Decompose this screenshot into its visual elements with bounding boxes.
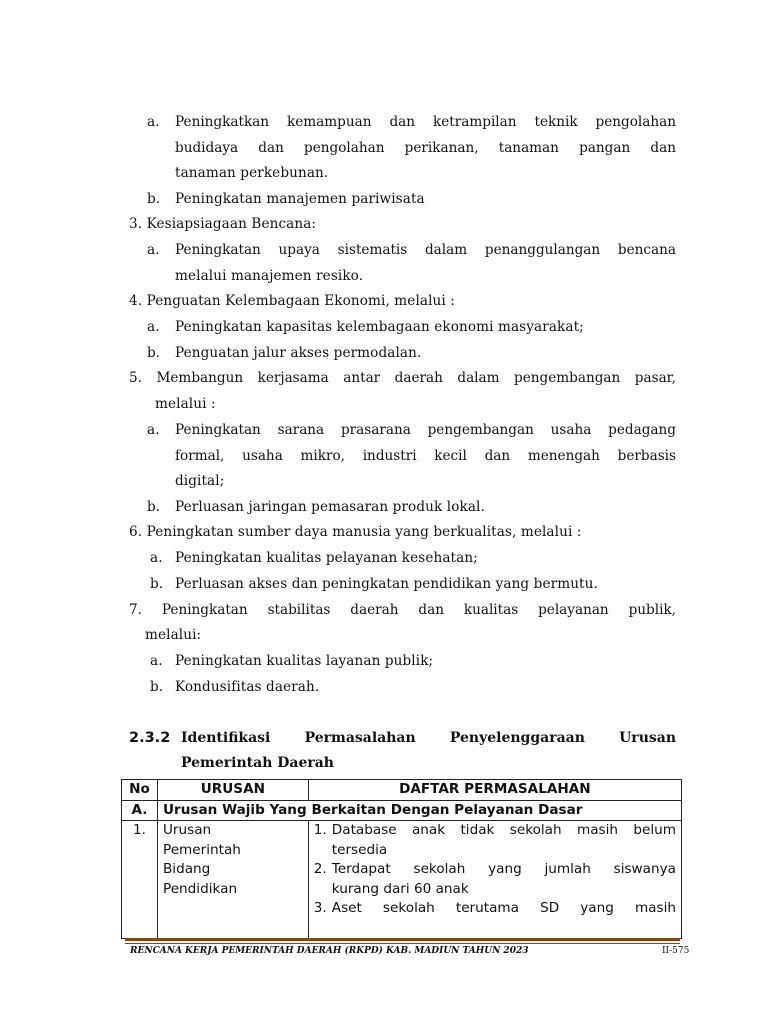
body-line: melalui manajemen resiko.	[175, 268, 364, 284]
issue-number: 3.	[313, 900, 327, 916]
section-label-cell: Urusan Wajib Yang Berkaitan Dengan Pelayanan Dasar	[157, 800, 681, 821]
body-line: Peningkatan sarana prasarana pengembangan usaha pedagang	[175, 422, 676, 438]
issue-text: Aset sekolah terutama SD yang masih	[331, 900, 676, 916]
issue-number: 1.	[313, 822, 327, 838]
body-line: Perluasan jaringan pemasaran produk lokal.	[175, 499, 485, 515]
item-marker: a.	[150, 550, 163, 566]
body-line: melalui:	[145, 627, 202, 643]
body-line: Peningkatan manajemen pariwisata	[175, 191, 425, 207]
row-number-cell: 1.	[122, 821, 158, 939]
list-heading: 6. Peningkatan sumber daya manusia yang berkualitas, melalui :	[129, 524, 582, 540]
footer-title: RENCANA KERJA PEMERINTAH DAERAH (RKPD) KAB. MADIUN TAHUN 2023	[130, 946, 529, 956]
urusan-line: Bidang	[162, 861, 211, 877]
list-heading: 3. Kesiapsiagaan Bencana:	[129, 216, 317, 232]
item-marker: a.	[150, 653, 163, 669]
section-number-cell: A.	[122, 800, 158, 821]
footer-rule	[125, 938, 680, 941]
list-heading: 4. Penguatan Kelembagaan Ekonomi, melalui :	[129, 293, 455, 309]
body-line: tanaman perkebunan.	[175, 165, 329, 181]
body-line: formal, usaha mikro, industri kecil dan menengah berbasis	[175, 448, 676, 464]
body-line: Penguatan jalur akses permodalan.	[175, 345, 422, 361]
table-row	[122, 821, 682, 939]
item-marker: a.	[147, 319, 160, 335]
issues-cell	[308, 821, 681, 939]
item-marker: a.	[147, 422, 160, 438]
issue-text: kurang dari 60 anak	[331, 880, 469, 897]
body-line: Peningkatan upaya sistematis dalam penanggulangan bencana	[175, 242, 676, 258]
issues-table	[121, 779, 682, 939]
footer-rule-thin	[125, 943, 680, 944]
item-marker: b.	[150, 576, 164, 592]
urusan-line: Pemerintah	[162, 841, 241, 858]
body-line: Peningkatan kapasitas kelembagaan ekonomi masyarakat;	[175, 319, 584, 335]
page-number: II-575	[662, 946, 690, 956]
urusan-cell	[157, 821, 308, 939]
urusan-line: Urusan	[162, 822, 212, 838]
section-row	[122, 800, 682, 821]
item-marker: a.	[147, 242, 160, 258]
issue-text: tersedia	[331, 841, 388, 858]
body-line: Peningkatan kualitas layanan publik;	[175, 653, 434, 669]
issue-text: Database anak tidak sekolah masih belum	[331, 822, 676, 838]
issue-number: 2.	[313, 861, 327, 877]
list-heading: 7. Peningkatan stabilitas daerah dan kualitas pelayanan publik,	[129, 602, 676, 618]
body-line: Kondusifitas daerah.	[175, 679, 320, 695]
table-header-row	[122, 780, 682, 801]
item-marker: b.	[147, 499, 161, 515]
body-line: digital;	[175, 473, 225, 489]
list-item	[314, 841, 676, 861]
list-heading: 5. Membangun kerjasama antar daerah dalam pengembangan pasar,	[129, 370, 676, 386]
body-line: Peningkatkan kemampuan dan ketrampilan teknik pengolahan	[175, 114, 676, 130]
urusan-line: Pendidikan	[162, 880, 238, 897]
body-line: budidaya dan pengolahan perikanan, tanaman pangan dan	[175, 140, 676, 156]
issue-text: Terdapat sekolah yang jumlah siswanya	[331, 861, 676, 877]
header-daftar: DAFTAR PERMASALAHAN	[308, 780, 681, 801]
item-marker: b.	[147, 345, 161, 361]
item-marker: b.	[147, 191, 161, 207]
list-item	[314, 899, 676, 919]
body-line: Perluasan akses dan peningkatan pendidikan yang bermutu.	[175, 576, 598, 592]
header-urusan: URUSAN	[157, 780, 308, 801]
list-item	[314, 821, 676, 841]
body-line: Peningkatan kualitas pelayanan kesehatan;	[175, 550, 478, 566]
list-item	[314, 860, 676, 880]
section-title: Identifikasi Permasalahan Penyelenggaraan Urusan	[181, 730, 676, 746]
section-number: 2.3.2	[129, 730, 171, 746]
header-no: No	[122, 780, 158, 801]
list-item	[314, 880, 676, 900]
body-line: melalui :	[155, 396, 216, 412]
item-marker: a.	[147, 114, 160, 130]
item-marker: b.	[150, 679, 164, 695]
section-title-cont: Pemerintah Daerah	[181, 755, 334, 771]
